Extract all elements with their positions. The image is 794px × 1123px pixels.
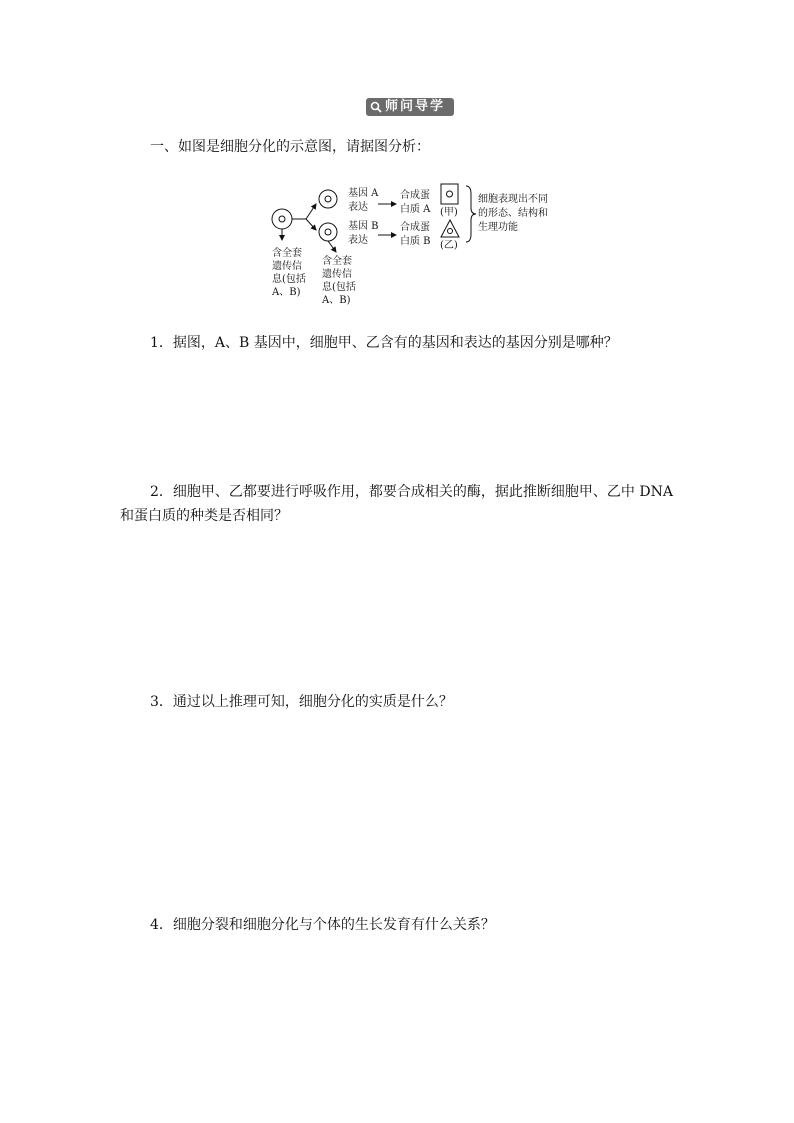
result-note: 细胞表现出不同 的形态、结构和 生理功能 [478,194,548,233]
question-number: 2． [150,484,173,500]
protein-a-label: 合成蛋 白质 A [400,190,431,215]
question-2 [120,480,680,528]
arrow-down-lower-cell [328,241,336,252]
question-text: 据图，A、B 基因中，细胞甲、乙含有的基因和表达的基因分别是哪种？ [172,335,618,351]
question-text: 通过以上推理可知，细胞分化的实质是什么？ [172,694,453,710]
brace [466,186,476,242]
question-4 [150,913,495,937]
section-badge [366,98,454,116]
gene-b-label: 基因 B 表达 [348,221,379,246]
cell-jia-label: (甲) [440,207,458,218]
parent-cell [272,209,292,229]
upper-daughter-cell [319,190,337,208]
question-number: 4． [150,917,173,933]
arrow-to-upper-cell [306,204,316,219]
cell-yi [441,220,459,237]
lower-note: 含全套 遗传信 息(包括 A、B) [322,256,356,306]
protein-b-label: 合成蛋 白质 B [400,222,431,247]
question-number: 3． [150,694,173,710]
arrow-to-lower-cell [306,219,316,230]
question-3 [150,690,453,714]
intro-text: 一、如图是细胞分化的示意图，请据图分析： [150,139,430,155]
cell-differentiation-diagram [260,176,560,310]
question-1 [150,331,618,355]
lower-daughter-cell [319,223,337,241]
gene-a-label: 基因 A 表达 [348,188,379,213]
cell-yi-label: (乙) [440,240,458,251]
question-text: 细胞甲、乙都要进行呼吸作用，都要合成相关的酶，据此推断细胞甲、乙中 DNA 和蛋白质的种类是否相同？ [120,484,673,524]
question-text: 细胞分裂和细胞分化与个体的生长发育有什么关系？ [172,917,495,933]
cell-jia [441,184,458,204]
parent-note: 含全套 遗传信 息(包括 A、B) [272,248,306,298]
badge-label: 师问导学 [385,99,446,114]
guide-icon [370,101,382,113]
question-number: 1． [150,335,173,351]
